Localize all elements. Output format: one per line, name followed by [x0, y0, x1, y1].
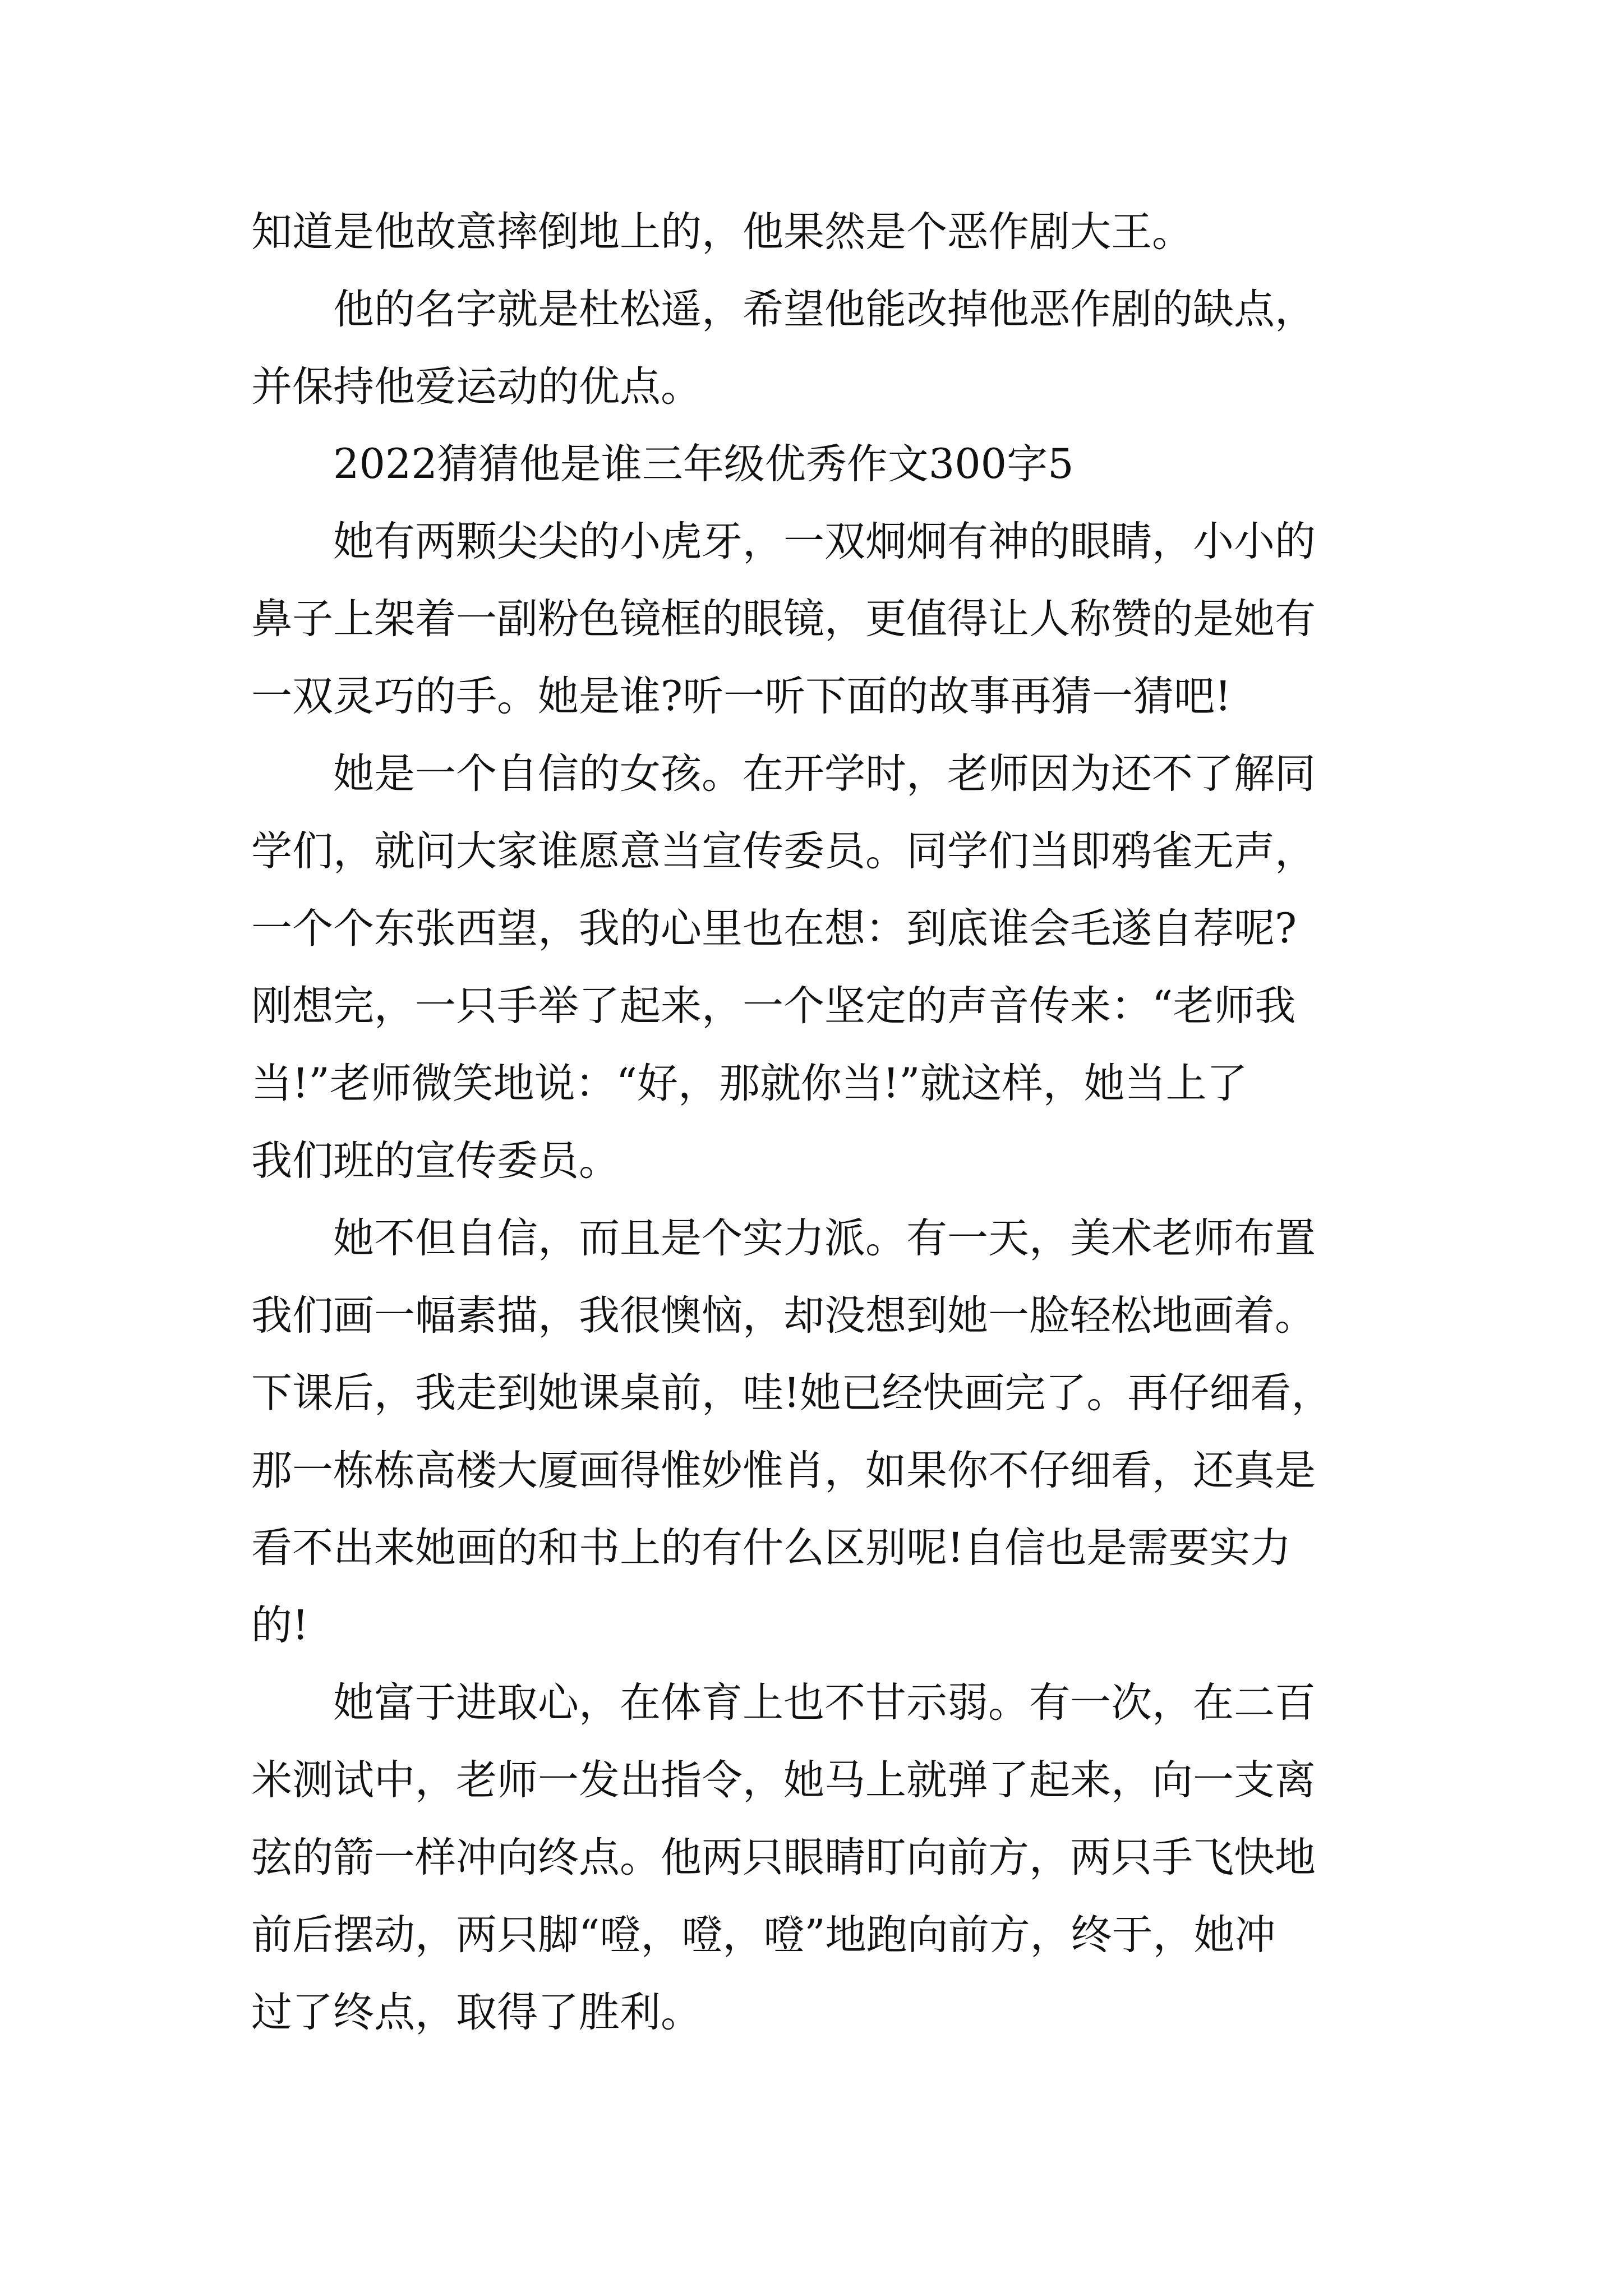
text-line: 下课后，我走到她课桌前，哇!她已经快画完了。再仔细看，: [251, 1369, 1332, 1417]
text-line: 过了终点，取得了胜利。: [251, 1989, 702, 2036]
section-heading: 2022猜猜他是谁三年级优秀作文300字5: [333, 440, 1074, 488]
text-line: 前后摆动，两只脚“噔，噔，噔”地跑向前方，终于，她冲: [251, 1911, 1276, 1959]
text-line: 鼻子上架着一副粉色镜框的眼镜，更值得让人称赞的是她有: [251, 595, 1316, 643]
text-line: 看不出来她画的和书上的有什么区别呢!自信也是需要实力: [251, 1524, 1292, 1572]
text-line: 她是一个自信的女孩。在开学时，老师因为还不了解同: [333, 750, 1316, 798]
text-line: 一个个东张西望，我的心里也在想：到底谁会毛遂自荐呢?: [251, 905, 1297, 953]
text-line: 刚想完，一只手举了起来，一个坚定的声音传来：“老师我: [251, 982, 1296, 1030]
text-line: 弦的箭一样冲向终点。他两只眼睛盯向前方，两只手飞快地: [251, 1834, 1316, 1881]
document-body: [251, 194, 1423, 2051]
text-line: 她不但自信，而且是个实力派。有一天，美术老师布置: [333, 1214, 1316, 1262]
text-line: 那一栋栋高楼大厦画得惟妙惟肖，如果你不仔细看，还真是: [251, 1447, 1316, 1494]
text-line: 她富于进取心，在体育上也不甘示弱。有一次，在二百: [333, 1679, 1316, 1727]
text-line: 米测试中，老师一发出指令，她马上就弹了起来，向一支离: [251, 1756, 1316, 1804]
text-line: 的!: [251, 1602, 309, 1649]
text-line: 我们画一幅素描，我很懊恼，却没想到她一脸轻松地画着。: [251, 1292, 1316, 1340]
text-line: 当!”老师微笑地说：“好，那就你当!”就这样，她当上了: [251, 1060, 1248, 1107]
text-line: 我们班的宣传委员。: [251, 1137, 620, 1185]
text-line: 学们，就问大家谁愿意当宣传委员。同学们当即鸦雀无声，: [251, 827, 1316, 875]
text-line: 知道是他故意摔倒地上的，他果然是个恶作剧大王。: [251, 208, 1193, 256]
text-line: 一双灵巧的手。她是谁?听一听下面的故事再猜一猜吧!: [251, 673, 1232, 720]
text-line: 他的名字就是杜松遥，希望他能改掉他恶作剧的缺点，: [333, 286, 1316, 333]
text-line: 并保持他爱运动的优点。: [251, 363, 702, 411]
text-line: 她有两颗尖尖的小虎牙，一双炯炯有神的眼睛，小小的: [333, 518, 1316, 565]
